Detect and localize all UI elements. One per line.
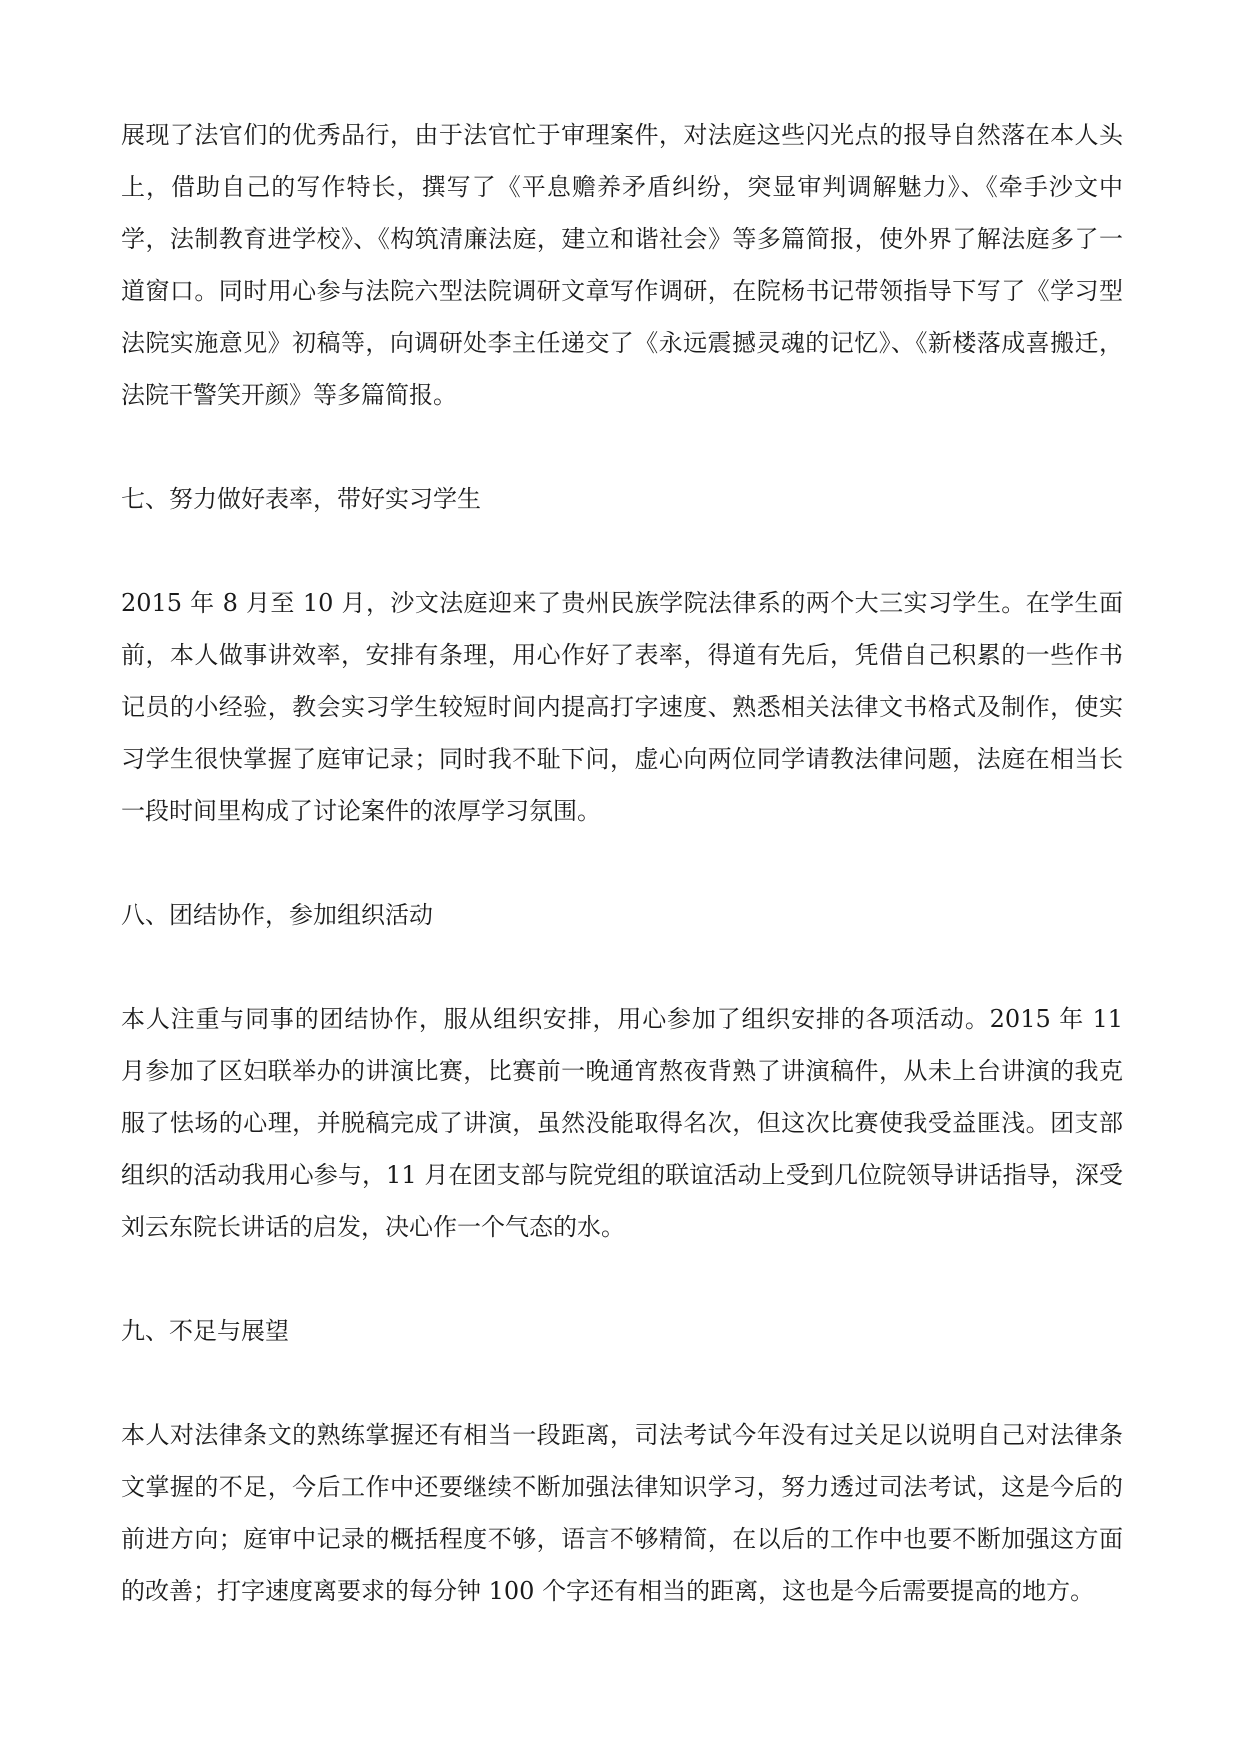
paragraph-publicity-work: 展现了法官们的优秀品行，由于法官忙于审理案件，对法庭这些闪光点的报导自然落在本人头上，借助自己的写作特长，撰写了《平息赡养矛盾纠纷，突显审判调解魅力》、《牵手沙文中学，法制教育进学校》、《构筑清廉法庭，建立和谐社会》等多篇简报，使外界了解法庭多了一道窗口。同时用心参与法院六型法院调研文章写作调研，在院杨书记带领指导下写了《学习型法院实施意见》初稿等，向调研处李主任递交了《永远震撼灵魂的记忆》、《新楼落成喜搬迁，法院干警笑开颜》等多篇简报。 (121, 121, 1123, 409)
section-heading-9: 九、不足与展望 (121, 1317, 289, 1345)
paragraph-intern-guidance: 2015 年 8 月至 10 月，沙文法庭迎来了贵州民族学院法律系的两个大三实习学生。在学生面前，本人做事讲效率，安排有条理，用心作好了表率，得道有先后，凭借自己积累的一些作书记员的小经验，教会实习学生较短时间内提高打字速度、熟悉相关法律文书格式及制作，使实习学生很快掌握了庭审记录；同时我不耻下问，虚心向两位同学请教法律问题，法庭在相当长一段时间里构成了讨论案件的浓厚学习氛围。 (121, 589, 1123, 825)
document-body (121, 109, 1123, 1669)
section-heading-7: 七、努力做好表率，带好实习学生 (121, 485, 481, 513)
section-heading-8: 八、团结协作，参加组织活动 (121, 901, 433, 929)
paragraph-teamwork: 本人注重与同事的团结协作，服从组织安排，用心参加了组织安排的各项活动。2015 年 11 月参加了区妇联举办的讲演比赛，比赛前一晚通宵熬夜背熟了讲演稿件，从未上台讲演的我克服了怯场的心理，并脱稿完成了讲演，虽然没能取得名次，但这次比赛使我受益匪浅。团支部组织的活动我用心参与，11 月在团支部与院党组的联谊活动上受到几位院领导讲话指导，深受刘云东院长讲话的启发，决心作一个气态的水。 (121, 1005, 1123, 1241)
paragraph-shortcomings-outlook: 本人对法律条文的熟练掌握还有相当一段距离，司法考试今年没有过关足以说明自己对法律条文掌握的不足，今后工作中还要继续不断加强法律知识学习，努力透过司法考试，这是今后的前进方向；庭审中记录的概括程度不够，语言不够精简，在以后的工作中也要不断加强这方面的改善；打字速度离要求的每分钟 100 个字还有相当的距离，这也是今后需要提高的地方。 (121, 1421, 1123, 1605)
